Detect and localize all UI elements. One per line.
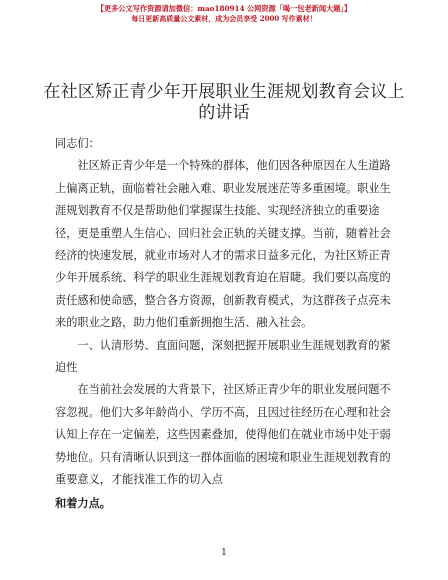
paragraph-intro: 社区矫正青少年是一个特殊的群体，他们因各种原因在人生道路上偏离正轨，面临着社会融入难、职业发展迷茫等多重困境。职业生涯规划教育不仅是帮助他们掌握谋生技能、实现经济独立的重要途径，更是重塑人生信心、回归社会正轨的关键支撑。当前，随着社会经济的快速发展，就业市场对人才的需求日益多元化，为社区矫正青少年开展系统、科学的职业生涯规划教育迫在眉睫。我们要以高度的责任感和使命感，整合各方资源，创新教育模式，为这群孩子点亮未来的职业之路，助力他们重新拥抱生活、融入社会。 <box>55 159 391 330</box>
document-body <box>55 128 393 515</box>
page-number: 1 <box>221 548 227 558</box>
section-heading: 一、认清形势、直面问题，深刻把握开展职业生涯规划教育的紧迫性 <box>55 338 391 375</box>
document-title: 在社区矫正青少年开展职业生涯规划教育会议上的讲话 <box>43 82 405 123</box>
salutation: 同志们： <box>55 137 100 150</box>
promo-banner-line-1: 【更多公文写作资源请加微信：mao180914 公网资源「喝一包老新闻大题」】 <box>96 4 352 13</box>
promo-banner-line-2: 每日更新高质量公文素材，成为会员享受 2000 写作素材！ <box>131 14 317 23</box>
paragraph-closing-bold: 和着力点。 <box>55 495 111 510</box>
paragraph-section-1-text: 在当前社会发展的大背景下，社区矫正青少年的职业发展问题不容忽视。他们大多年龄尚小、学历不高，且因过往经历在心理和社会认知上存在一定偏差，这些因素叠加，使得他们在就业市场中处于弱势地位。只有清晰认识到这一群体面临的困境和职业生涯规划教育的重要意义，才能找准工作的切入点 <box>55 383 391 487</box>
paragraph-section-1 <box>55 379 393 514</box>
promo-banner <box>0 4 448 24</box>
